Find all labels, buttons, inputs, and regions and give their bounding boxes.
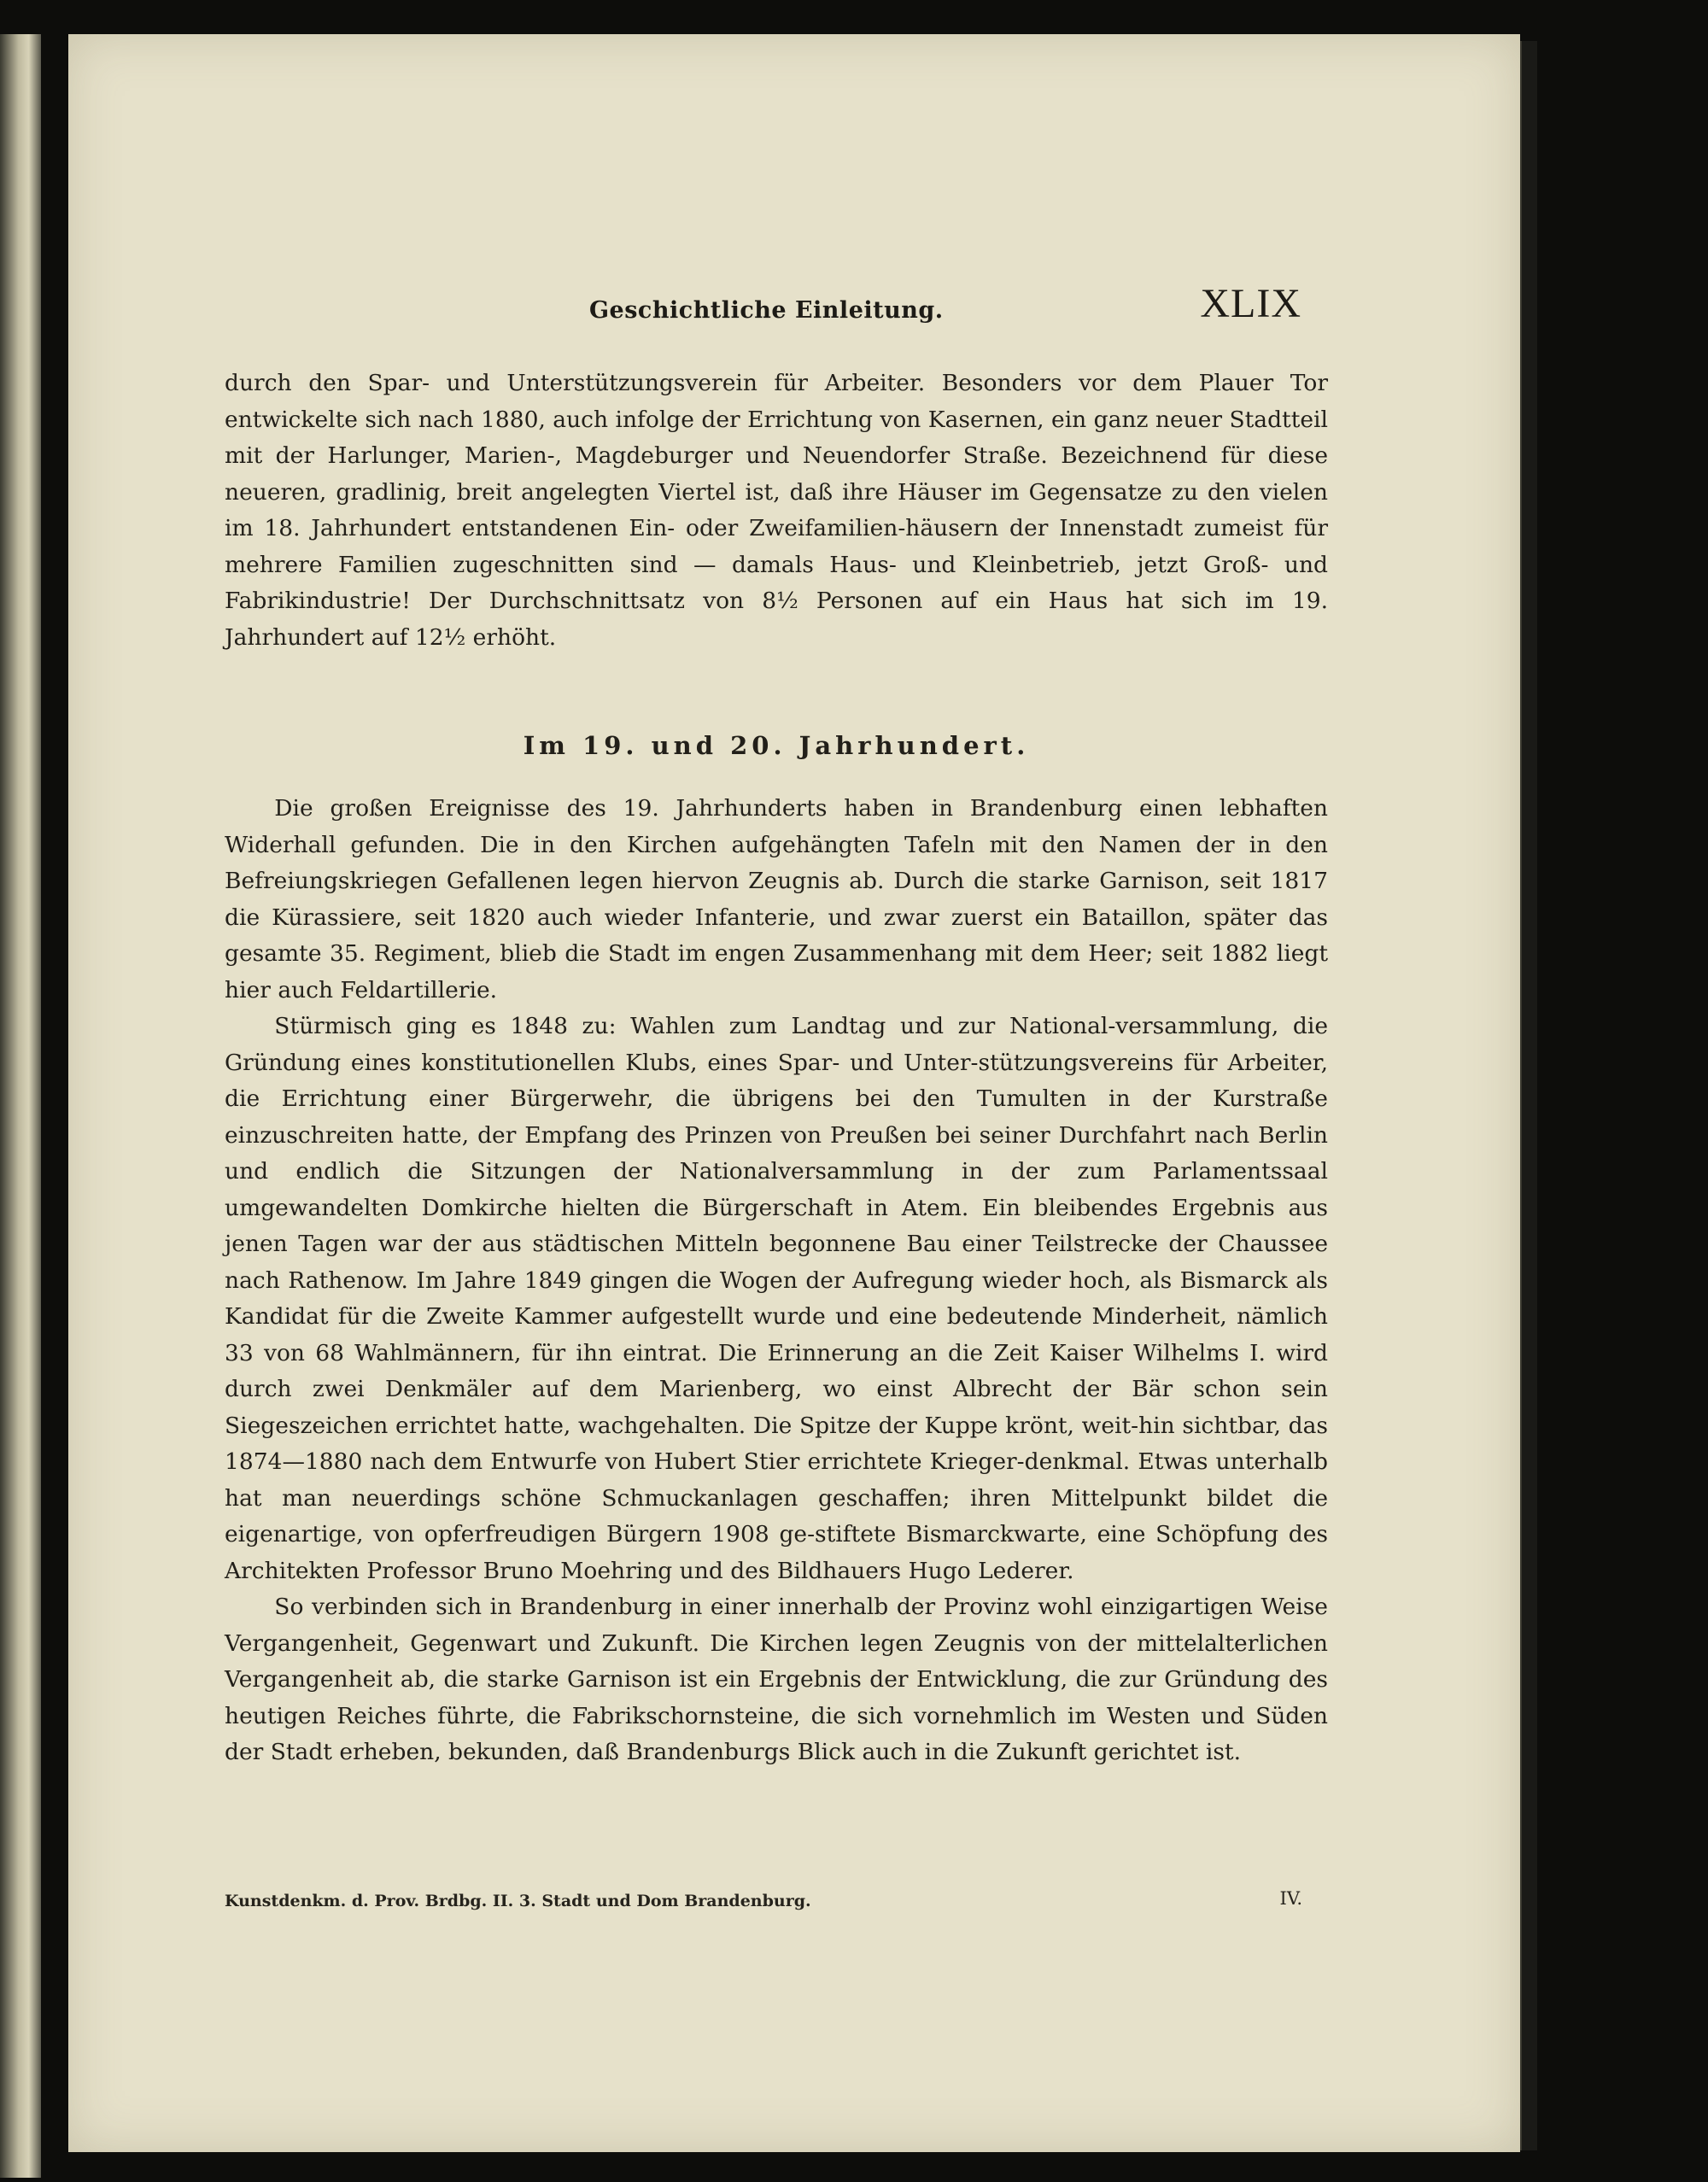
book-page	[68, 34, 1520, 2152]
paragraph: So verbinden sich in Brandenburg in einer innerhalb der Provinz wohl einzigartigen Weise Vergangenheit, Gegenwart und Zukunft. Die Kirchen legen Zeugnis von der mittelalterlichen Vergangenheit ab, die starke Garnison ist ein Ergebnis der Entwicklung, die zur Gründung des heutigen Reiches führte, die Fabrikschornsteine, die sich vornehmlich im Westen und Süden der Stadt erheben, bekunden, daß Brandenburgs Blick auch in die Zukunft gerichtet ist.	[225, 1594, 1328, 1765]
signature-mark: IV.	[1279, 1888, 1302, 1909]
scan-right-edge	[1520, 41, 1537, 2150]
running-head	[68, 263, 1520, 326]
page-number: XLIX	[1200, 281, 1301, 326]
running-title: Geschichtliche Einleitung.	[589, 297, 944, 324]
scan-left-edge	[0, 34, 41, 2178]
paragraph: Die großen Ereignisse des 19. Jahrhunderts haben in Brandenburg einen lebhaften Widerhall gefunden. Die in den Kirchen aufgehängten Tafeln mit den Namen der in den Befreiungskriegen Gefallenen legen hiervon Zeugnis ab. Durch die starke Garnison, seit 1817 die Kürassiere, seit 1820 auch wieder Infanterie, und zwar zuerst ein Bataillon, später das gesamte 35. Regiment, blieb die Stadt im engen Zusammenhang mit dem Heer; seit 1882 liegt hier auch Feldartillerie.	[225, 795, 1328, 1003]
page-footer	[225, 1888, 1328, 1926]
paragraph: Stürmisch ging es 1848 zu: Wahlen zum Landtag und zur National-versammlung, die Gründung eines konstitutionellen Klubs, eines Spar- und Unter-stützungsvereins für Arbeiter, die Errichtung einer Bürgerwehr, die übrigens bei den Tumulten in der Kurstraße einzuschreiten hatte, der Empfang des Prinzen von Preußen bei seiner Durchfahrt nach Berlin und endlich die Sitzungen der Nationalversammlung in der zum Parlamentssaal umgewandelten Domkirche hielten die Bürgerschaft in Atem. Ein bleibendes Ergebnis aus jenen Tagen war der aus städtischen Mitteln begonnene Bau einer Teilstrecke der Chaussee nach Rathenow. Im Jahre 1849 gingen die Wogen der Aufregung wieder hoch, als Bismarck als Kandidat für die Zweite Kammer aufgestellt wurde und eine bedeutende Minderheit, nämlich 33 von 68 Wahlmännern, für ihn eintrat. Die Erinnerung an die Zeit Kaiser Wilhelms I. wird durch zwei Denkmäler auf dem Marienberg, wo einst Albrecht der Bär schon sein Siegeszeichen errichtet hatte, wachgehalten. Die Spitze der Kuppe krönt, weit-hin sichtbar, das 1874—1880 nach dem Entwurfe von Hubert Stier errichtete Krieger-denkmal. Etwas unterhalb hat man neuerdings schöne Schmuckanlagen geschaffen; ihren Mittelpunkt bildet die eigenartige, von opferfreudigen Bürgern 1908 ge-stiftete Bismarckwarte, eine Schöpfung des Architekten Professor Bruno Moehring und des Bildhauers Hugo Lederer.	[225, 1013, 1328, 1584]
footer-reference: Kunstdenkm. d. Prov. Brdbg. II. 3. Stadt und Dom Brandenburg.	[225, 1892, 811, 1910]
section-heading: Im 19. und 20. Jahrhundert.	[523, 731, 1030, 760]
paragraph-intro: durch den Spar- und Unterstützungsverein für Arbeiter. Besonders vor dem Plauer Tor entwickelte sich nach 1880, auch infolge der Errichtung von Kasernen, ein ganz neuer Stadtteil mit der Harlunger, Marien-, Magdeburger und Neuendorfer Straße. Bezeichnend für diese neueren, gradlinig, breit angelegten Viertel ist, daß ihre Häuser im Gegensatze zu den vielen im 18. Jahrhundert entstandenen Ein- oder Zweifamilien-häusern der Innenstadt zumeist für mehrere Familien zugeschnitten sind — damals Haus- und Kleinbetrieb, jetzt Groß- und Fabrikindustrie! Der Durchschnittsatz von 8½ Personen auf ein Haus hat sich im 19. Jahrhundert auf 12½ erhöht.	[225, 370, 1328, 651]
text-column	[225, 366, 1328, 1771]
